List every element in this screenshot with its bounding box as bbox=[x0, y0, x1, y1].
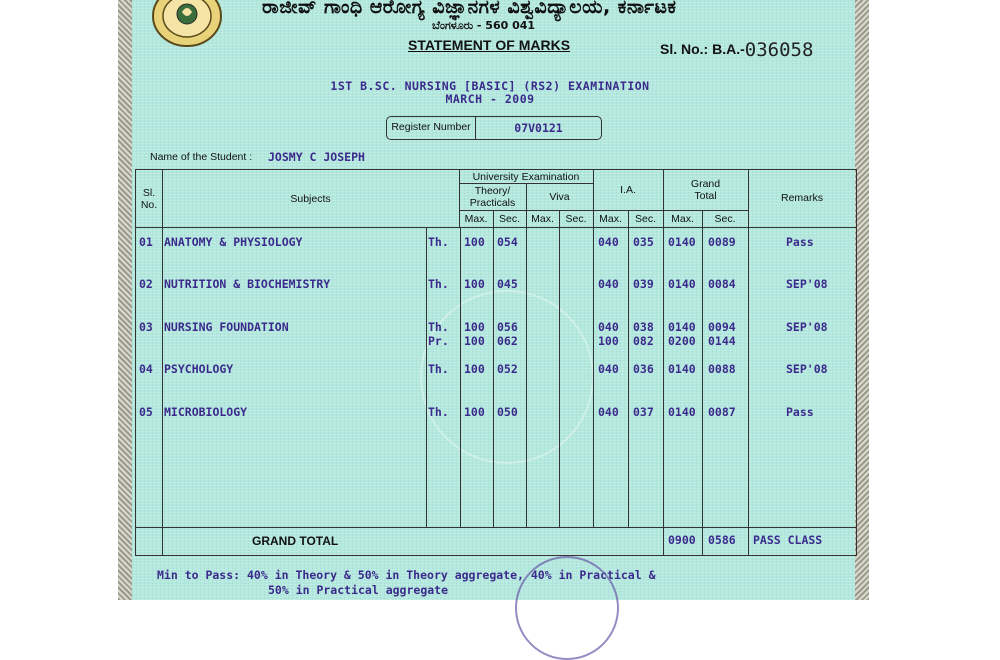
gt-max: 0140 bbox=[668, 405, 696, 419]
university-seal-icon bbox=[151, 0, 223, 50]
theory-sec: 050 bbox=[497, 405, 518, 419]
university-name: ರಾಜೀವ್ ಗಾಂಧಿ ಆರೋಗ್ಯ ವಿಜ್ಞಾನಗಳ ವಿಶ್ವವಿದ್ಯಾಲಯ, ಕರ್ನಾಟಕ bbox=[262, 0, 677, 18]
practical-sec: 062 bbox=[497, 334, 518, 348]
gt-max: 0140 bbox=[668, 362, 696, 376]
serial-number bbox=[660, 37, 813, 59]
gt-max: 0140 bbox=[668, 320, 696, 334]
theory-sec: 052 bbox=[497, 362, 518, 376]
min-pass-note: Min to Pass: 40% in Theory & 50% in Theory aggregate, 40% in Practical & bbox=[157, 568, 656, 582]
ia-sec: 038 bbox=[633, 320, 654, 334]
theory-max: 100 bbox=[464, 277, 485, 291]
header-sec: Sec. bbox=[634, 213, 656, 225]
gt-max: 0200 bbox=[668, 334, 696, 348]
ia-sec: 037 bbox=[633, 405, 654, 419]
gt-sec: 0144 bbox=[708, 334, 736, 348]
remarks: Pass bbox=[786, 405, 814, 419]
subject-name: NUTRITION & BIOCHEMISTRY bbox=[164, 277, 331, 291]
document-title: STATEMENT OF MARKS bbox=[408, 37, 571, 53]
ia-sec: 036 bbox=[633, 362, 654, 376]
grand-total-label: GRAND TOTAL bbox=[252, 534, 339, 548]
paper-type: Th. bbox=[428, 320, 449, 334]
paper-type: Th. bbox=[428, 235, 449, 249]
gt-sec: 0087 bbox=[708, 405, 736, 419]
ia-max: 040 bbox=[598, 405, 619, 419]
header-sec: Sec. bbox=[714, 213, 736, 225]
theory-max: 100 bbox=[464, 362, 485, 376]
ia-sec: 035 bbox=[633, 235, 654, 249]
min-pass-note-continued: 50% in Practical aggregate bbox=[268, 583, 449, 597]
header-max: Max. bbox=[671, 213, 694, 225]
subject-name: PSYCHOLOGY bbox=[164, 362, 234, 376]
header-sec: Sec. bbox=[565, 213, 587, 225]
header-max: Max. bbox=[531, 213, 554, 225]
header-theory-practicals: Theory/ Practicals bbox=[469, 185, 516, 209]
theory-max: 100 bbox=[464, 320, 485, 334]
gt-max: 0140 bbox=[668, 235, 696, 249]
theory-sec: 054 bbox=[497, 235, 518, 249]
header-university-exam: University Examination bbox=[472, 171, 580, 183]
theory-max: 100 bbox=[464, 405, 485, 419]
university-city: ಬೆಂಗಳೂರು - 560 041 bbox=[432, 19, 536, 32]
subject-name: ANATOMY & PHYSIOLOGY bbox=[164, 235, 303, 249]
subject-name: MICROBIOLOGY bbox=[164, 405, 248, 419]
remarks: Pass bbox=[786, 235, 814, 249]
theory-max: 100 bbox=[464, 235, 485, 249]
row-number: 03 bbox=[139, 320, 153, 334]
header-viva: Viva bbox=[549, 191, 570, 203]
header-max: Max. bbox=[599, 213, 622, 225]
register-number-label: Register Number bbox=[387, 117, 476, 139]
gt-max: 0140 bbox=[668, 277, 696, 291]
paper-type: Th. bbox=[428, 405, 449, 419]
paper-type: Th. bbox=[428, 277, 449, 291]
header-remarks: Remarks bbox=[780, 192, 823, 204]
header-grand-total: Grand Total bbox=[690, 178, 721, 202]
exam-session: MARCH - 2009 bbox=[445, 92, 535, 106]
ia-max: 040 bbox=[598, 362, 619, 376]
serial-label: Sl. No.: B.A.- bbox=[660, 41, 745, 57]
grand-total-result: PASS CLASS bbox=[753, 533, 823, 547]
header-max: Max. bbox=[464, 213, 488, 225]
paper-type: Pr. bbox=[428, 334, 449, 348]
theory-sec: 045 bbox=[497, 277, 518, 291]
left-border-pattern bbox=[118, 0, 132, 600]
ia-max: 040 bbox=[598, 320, 619, 334]
remarks: SEP'08 bbox=[786, 277, 828, 291]
ia-max: 040 bbox=[598, 277, 619, 291]
ia-max: 040 bbox=[598, 235, 619, 249]
paper-type: Th. bbox=[428, 362, 449, 376]
row-number: 05 bbox=[139, 405, 153, 419]
ia-sec: 082 bbox=[633, 334, 654, 348]
student-name-value: JOSMY C JOSEPH bbox=[268, 150, 365, 164]
header-sec: Sec. bbox=[498, 213, 520, 225]
register-number-box bbox=[386, 116, 602, 140]
gt-sec: 0089 bbox=[708, 235, 736, 249]
row-number: 01 bbox=[139, 235, 153, 249]
register-number-value: 07V0121 bbox=[514, 121, 563, 135]
remarks: SEP'08 bbox=[786, 362, 828, 376]
gt-sec: 0088 bbox=[708, 362, 736, 376]
header-ia: I.A. bbox=[620, 184, 636, 196]
subject-name: NURSING FOUNDATION bbox=[164, 320, 289, 334]
grand-total-sec: 0586 bbox=[708, 533, 736, 547]
exam-title: 1ST B.SC. NURSING [BASIC] (RS2) EXAMINATION bbox=[330, 79, 650, 93]
serial-value: 036058 bbox=[744, 39, 814, 61]
row-number: 02 bbox=[139, 277, 153, 291]
gt-sec: 0094 bbox=[708, 320, 736, 334]
university-stamp bbox=[515, 556, 619, 660]
grand-total-max: 0900 bbox=[668, 533, 696, 547]
header-sl-no: Sl. No. bbox=[140, 187, 158, 211]
gt-sec: 0084 bbox=[708, 277, 736, 291]
row-number: 04 bbox=[139, 362, 153, 376]
right-border-pattern bbox=[855, 0, 869, 600]
header-subjects: Subjects bbox=[290, 193, 331, 205]
marks-table bbox=[135, 169, 857, 556]
remarks: SEP'08 bbox=[786, 320, 828, 334]
ia-sec: 039 bbox=[633, 277, 654, 291]
practical-max: 100 bbox=[464, 334, 485, 348]
student-name-label: Name of the Student : bbox=[150, 151, 253, 163]
ia-max: 100 bbox=[598, 334, 619, 348]
theory-sec: 056 bbox=[497, 320, 518, 334]
